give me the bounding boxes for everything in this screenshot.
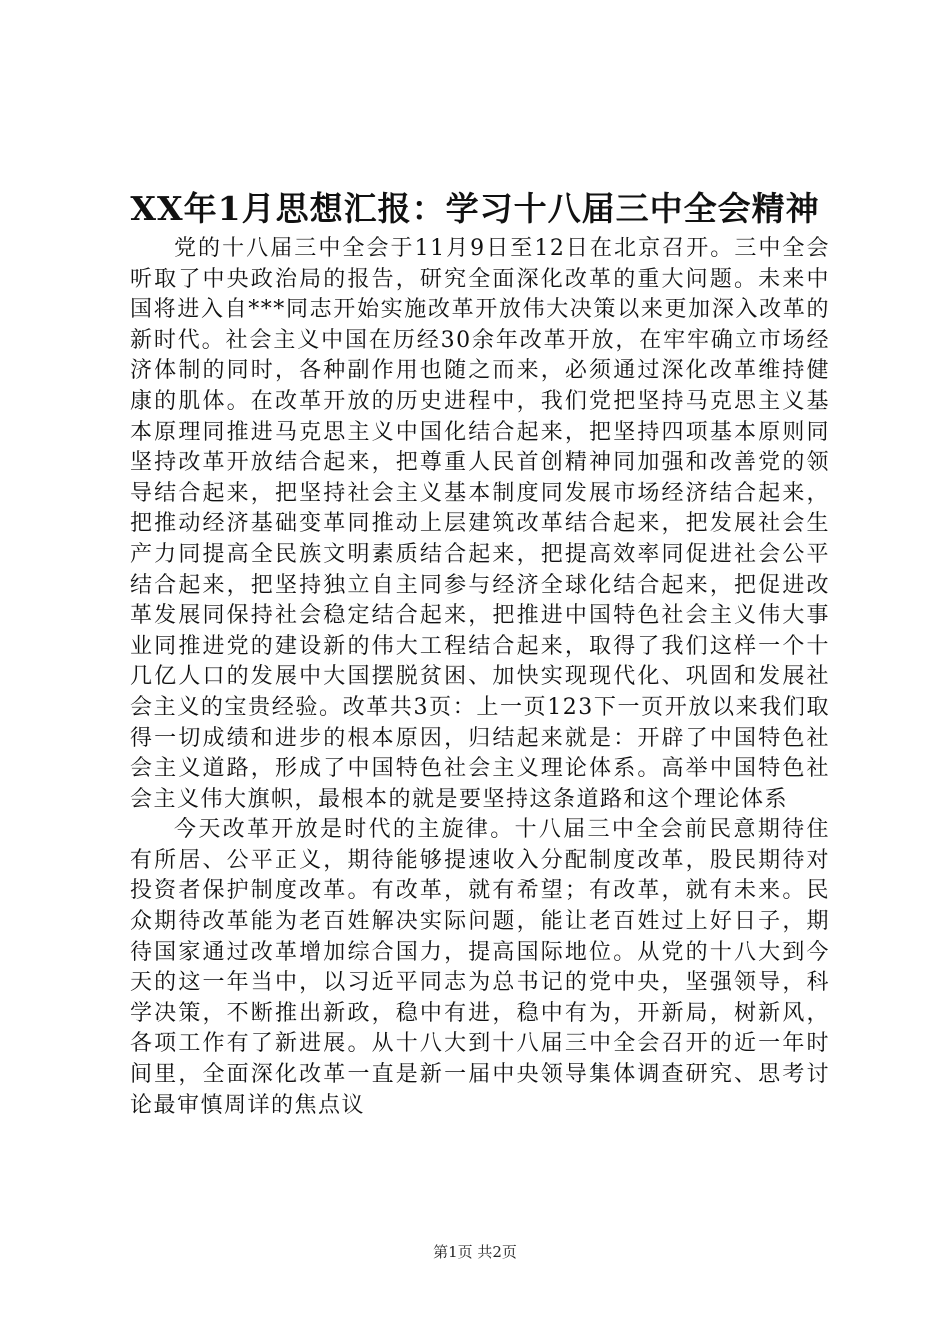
paragraph-2: 今天改革开放是时代的主旋律。十八届三中全会前民意期待住有所居、公平正义，期待能够提速收入分配制度改革，股民期待对投资者保护制度改革。有改革，就有希望；有改革，就有未来。民众期待改革能为老百姓解决实际问题，能让老百姓过上好日子，期待国家通过改革增加综合国力，提高国际地位。从党的十八大到今天的这一年当中，以习近平同志为总书记的党中央，坚强领导，科学决策，不断推出新政，稳中有进，稳中有为，开新局，树新风，各项工作有了新进展。从十八大到十八届三中全会召开的近一年时间里，全面深化改革一直是新一届中央领导集体调查研究、思考讨论最审慎周详的焦点议 — [130, 817, 830, 1118]
document-title: XX年1月思想汇报：学习十八届三中全会精神 — [130, 189, 820, 228]
document-body — [130, 234, 830, 1121]
page-footer: 第1页 共2页 — [433, 1243, 517, 1261]
paragraph-1: 党的十八届三中全会于11月9日至12日在北京召开。三中全会听取了中央政治局的报告，研究全面深化改革的重大问题。未来中国将进入自***同志开始实施改革开放伟大决策以来更加深入改革的新时代。社会主义中国在历经30余年改革开放，在牢牢确立市场经济体制的同时，各种副作用也随之而来，必须通过深化改革维持健康的肌体。在改革开放的历史进程中，我们党把坚持马克思主义基本原理同推进马克思主义中国化结合起来，把坚持四项基本原则同坚持改革开放结合起来，把尊重人民首创精神同加强和改善党的领导结合起来，把坚持社会主义基本制度同发展市场经济结合起来，把推动经济基础变革同推动上层建筑改革结合起来，把发展社会生产力同提高全民族文明素质结合起来，把提高效率同促进社会公平结合起来，把坚持独立自主同参与经济全球化结合起来，把促进改革发展同保持社会稳定结合起来，把推进中国特色社会主义伟大事业同推进党的建设新的伟大工程结合起来，取得了我们这样一个十几亿人口的发展中大国摆脱贫困、加快实现现代化、巩固和发展社会主义的宝贵经验。改革共3页：上一页123下一页开放以来我们取得一切成绩和进步的根本原因，归结起来就是：开辟了中国特色社会主义道路，形成了中国特色社会主义理论体系。高举中国特色社会主义伟大旗帜，最根本的就是要坚持这条道路和这个理论体系 — [130, 236, 830, 812]
